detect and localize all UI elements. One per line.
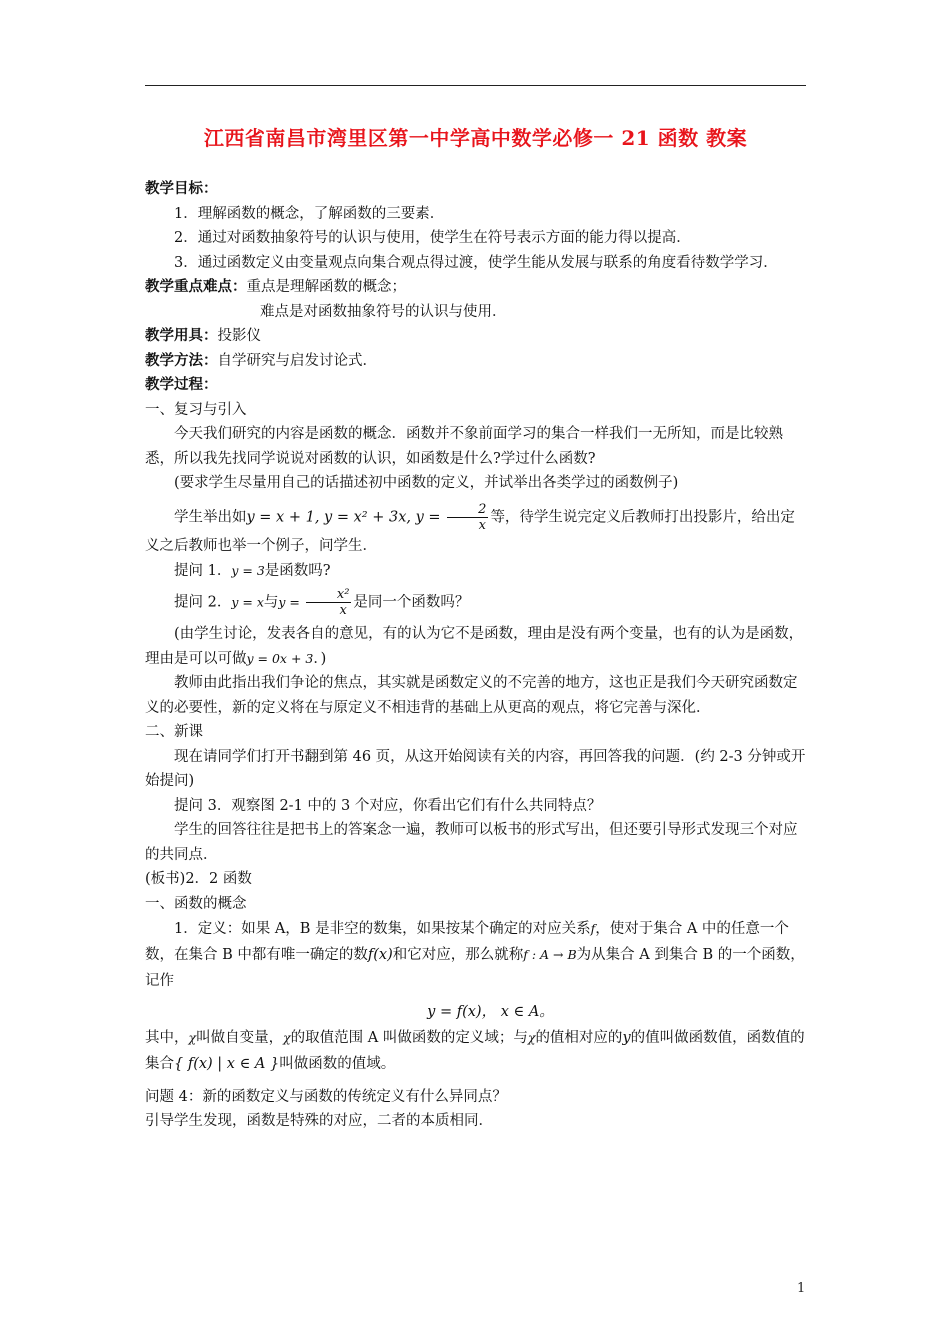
definition-map: f : A → B: [523, 947, 577, 962]
question-2-frac-numerator: x²: [336, 587, 350, 602]
discussion-paragraph: [145, 622, 806, 671]
tools-heading: 教学用具：: [145, 327, 218, 344]
where-part-4: 的值相对应的: [535, 1029, 623, 1046]
new-lesson-paragraph: 现在请同学们打开书翻到第 46 页，从这开始阅读有关的内容，再回答我的问题．(约 2-3 分钟或开始提问): [145, 748, 806, 789]
definition-part-2: ，使对于集合 A 中的任意一个数，在集合 B 中都有唯一确定的数: [145, 921, 789, 963]
chi-symbol-3: χ: [527, 1029, 536, 1045]
question-2-frac-denominator: x: [306, 602, 352, 618]
where-paragraph: [145, 1025, 806, 1077]
question-2-math-2: y =: [278, 594, 304, 610]
page-number: 1: [797, 1281, 806, 1296]
document-body: [145, 177, 806, 1134]
y-variable: y: [622, 1029, 631, 1046]
keypoint-2: 难点是对函数抽象符号的认识与使用．: [260, 303, 507, 320]
subsection-1-heading: 一、函数的概念: [145, 895, 247, 912]
question-2-label: 提问 2．: [174, 594, 232, 611]
method-heading: 教学方法：: [145, 351, 218, 369]
examples-tail: 等，待学生说完定义后教师打出投影片，给出定义之后教师也举一个例子，问学生．: [145, 509, 795, 554]
where-part-2: 叫做自变量，: [196, 1029, 284, 1046]
guide-paragraph: 引导学生发现，函数是特殊的对应，二者的本质相同．: [145, 1113, 493, 1129]
header-rule: [145, 85, 806, 86]
tools-line: [145, 324, 806, 349]
question-2-mid: 与: [263, 594, 279, 611]
teacher-paragraph: 教师由此指出我们争论的焦点，其实就是函数定义的不完善的地方，这也正是我们今天研究函数定义的必要性，新的定义将在与原定义不相违背的基础上从更高的观点，将它完善与深化．: [145, 675, 798, 716]
question-2: [145, 587, 806, 618]
where-part-3: 的取值范围 A 叫做函数的定义域；与: [290, 1029, 528, 1046]
question-2-math-1: y = x: [231, 594, 264, 610]
examples-math: y = x + 1, y = x² + 3x, y =: [246, 509, 446, 525]
question-2-tail: 是同一个函数吗？: [353, 594, 470, 611]
question-3: 提问 3．观察图 2-1 中的 3 个对应，你看出它们有什么共同特点？: [174, 797, 602, 814]
examples-lead: 学生举出如: [174, 509, 247, 525]
examples-fraction: [447, 502, 488, 533]
chi-symbol-2: χ: [283, 1029, 291, 1045]
keypoints-heading: 教学重点难点：: [145, 278, 247, 295]
intro-paragraph-2: (要求学生尽量用自己的话描述初中函数的定义，并试举出各类学过的函数例子): [174, 475, 679, 491]
process-heading: 教学过程：: [145, 376, 218, 393]
keypoint-1: 重点是理解函数的概念；: [246, 279, 406, 295]
formula-text: y = f(x)， x ∈ A。: [427, 1004, 554, 1020]
goal-1: 1．理解函数的概念，了解函数的三要素．: [174, 205, 445, 222]
method-line: [145, 349, 806, 374]
range-set: { f(x) | x ∈ A }: [174, 1055, 280, 1072]
discussion-text: (由学生讨论，发表各自的意见，有的认为它不是函数，理由是没有两个变量，也有的认为是函数，理由是可以可做: [145, 626, 804, 667]
definition-fx: f(x): [367, 947, 393, 963]
examples-frac-denominator: x: [447, 517, 488, 533]
intro-paragraph-1: 今天我们研究的内容是函数的概念．函数并不象前面学习的集合一样我们一无所知，而是比较熟悉，所以我先找同学说说对函数的认识，如函数是什么?学过什么函数?: [145, 426, 783, 467]
question-2-fraction: [306, 587, 352, 618]
question-1-tail: 是函数吗?: [264, 562, 331, 579]
section-1-heading: 一、复习与引入: [145, 401, 247, 418]
goals-heading: 教学目标：: [145, 180, 218, 197]
examples-paragraph: [145, 502, 806, 559]
question-4: 问题 4：新的函数定义与函数的传统定义有什么异同点？: [145, 1088, 507, 1105]
answer-paragraph: 学生的回答往往是把书上的答案念一遍，教师可以板书的形式写出，但还要引导形式发现三个对应的共同点．: [145, 822, 798, 863]
discussion-math: y = 0x + 3: [246, 650, 314, 666]
chi-symbol-1: χ: [188, 1029, 197, 1045]
document-title: 江西省南昌市湾里区第一中学高中数学必修一 21 函数 教案: [203, 126, 748, 150]
question-1: [145, 559, 806, 584]
keypoints-line-1: [145, 275, 806, 300]
where-part-5: 的值叫做函数值，函数值的集合: [145, 1029, 805, 1072]
goal-2: 2．通过对函数抽象符号的认识与使用，使学生在符号表示方面的能力得以提高．: [174, 230, 691, 246]
where-part-1: 其中，: [145, 1029, 189, 1046]
function-formula: [145, 1000, 806, 1025]
definition-part-4: 为从集合 A 到集合 B 的一个函数，记作: [145, 947, 805, 989]
tools-value: 投影仪: [217, 328, 261, 344]
definition-paragraph: [145, 916, 806, 994]
discussion-end: ．): [313, 650, 327, 667]
definition-part-1: 1．定义：如果 A，B 是非空的数集，如果按某个确定的对应关系: [174, 921, 591, 937]
definition-f: f: [590, 921, 596, 936]
question-1-math: y = 3: [231, 562, 265, 578]
section-2-heading: 二、新课: [145, 724, 203, 740]
question-1-label: 提问 1．: [174, 562, 232, 579]
definition-part-3: 和它对应，那么就称: [392, 947, 524, 963]
where-part-6: 叫做函数的值域。: [279, 1055, 396, 1072]
board-note: (板书)2．2 函数: [145, 871, 252, 887]
method-value: 自学研究与启发讨论式．: [217, 352, 377, 369]
goal-3: 3．通过函数定义由变量观点向集合观点得过渡，使学生能从发展与联系的角度看待数学学习．: [174, 254, 778, 271]
examples-frac-numerator: 2: [478, 501, 487, 517]
